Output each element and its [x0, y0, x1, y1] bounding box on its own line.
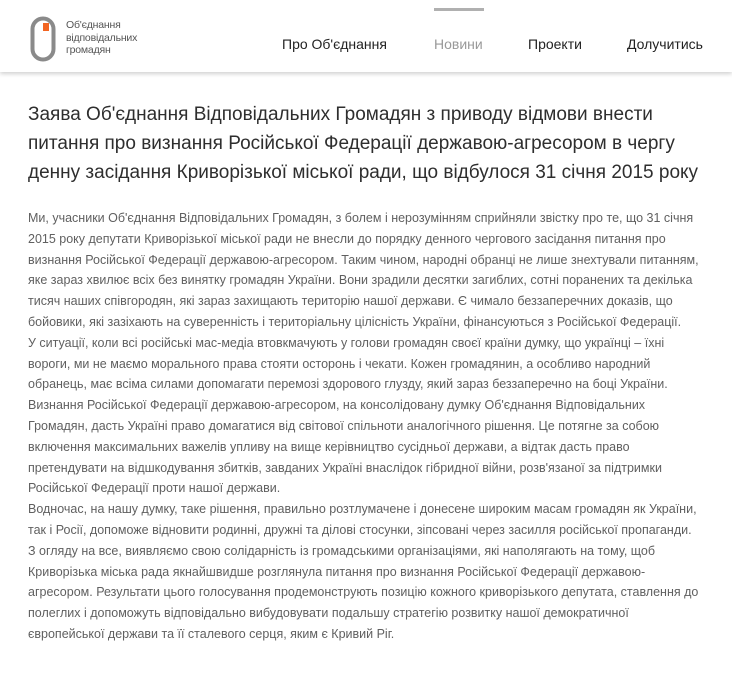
nav-item-join[interactable]: Долучитись — [627, 36, 703, 52]
logo-text — [66, 19, 176, 57]
article-body — [28, 208, 700, 645]
article-title: Заява Об'єднання Відповідальних Громадян з приводу відмови внести питання про визнання Російської Федерації державою-агресором в чергу денну засідання Криворізької міської ради, що відбулося 31 січня 2015 року — [28, 104, 699, 183]
article-paragraph: Ми, учасники Об'єднання Відповідальних Громадян, з болем і нерозумінням сприйняли звістку про те, що 31 січня 2015 року депутати Криворізької міської ради не внесли до порядку денного чергового засідання питання про визнання Російської Федерації державою-агресором. Таким чином, народні обранці не лише знехтували питанням, яке зараз хвилює всіх без винятку громадян України. Вони зрадили десятки загиблих, сотні поранених та декілька тисяч наших співгородян, які зараз захищають територію нашої держави. Є чимало беззаперечних доказів, що бойовики, які зазіхають на суверенність і територіальну цілісність України, фінансуються з Російської Федерації. — [28, 211, 699, 329]
article-paragraph: Водночас, на нашу думку, таке рішення, правильно розтлумачене і донесене широким масам громадян як України, так і Росії, допоможе відновити родинні, дружні та ділові стосунки, зіпсовані через засилля російської пропаганди. — [28, 502, 697, 537]
article-paragraph: Визнання Російської Федерації державою-агресором, на консолідовану думку Об'єднання Відповідальних Громадян, дасть Україні право домагатися від світової спільноти аналогічного рішення. Це потягне за собою включення максимальних важелів упливу на вище керівництво сусідньої держави, а відтак дасть право претендувати на відшкодування збитків, завданих Україні внаслідок гібридної війни, розв'язаної за підтримки Російської Федерації проти нашої держави. — [28, 398, 662, 496]
logo-line: Об'єднання — [66, 19, 121, 31]
nav-item-news[interactable]: Новини — [434, 36, 483, 52]
nav-active-indicator — [434, 8, 484, 11]
article-paragraph: У ситуації, коли всі російські мас-медіа втовкмачують у голови громадян своєї країни думку, що українці – їхні вороги, ми не маємо морального права стояти осторонь і чекати. Кожен громадянин, а особливо народний обранець, має всіма силами допомагати перемозі здорового глузду, який зараз беззаперечно на боці України. — [28, 335, 668, 392]
nav-item-about[interactable]: Про Об'єднання — [282, 36, 387, 52]
logo-line: відповідальних — [66, 31, 138, 44]
site-header — [0, 0, 732, 72]
site-logo[interactable] — [30, 16, 150, 62]
article-paragraph: З огляду на все, виявляємо свою солідарність із громадськими організаціями, які наполягають на тому, щоб Криворізька міська рада якнайшвидше розглянула питання про визнання Російської Федерації державою-агресором. Результати цього голосування продемонструють позицію кожного криворізького депутата, ставлення до полеглих і допоможуть відповідально вибудовувати подальшу стратегію розвитку нашої демократичної європейської держави та її сталевого серця, яким є Кривий Ріг. — [28, 543, 699, 641]
logo-line: громадян — [66, 44, 111, 56]
logo-mark-icon — [30, 16, 56, 62]
nav-item-projects[interactable]: Проекти — [528, 36, 582, 52]
